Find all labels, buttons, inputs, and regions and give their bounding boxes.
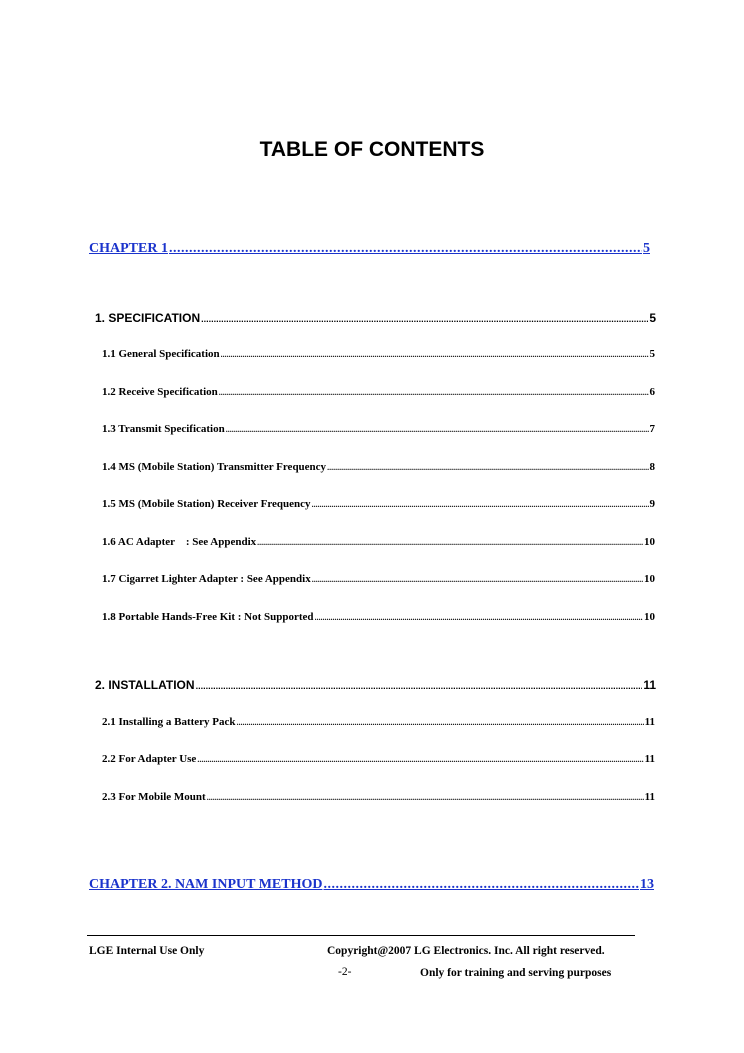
toc-item-1-4[interactable]	[102, 461, 655, 473]
toc-label: 1.4 MS (Mobile Station) Transmitter Frequency	[102, 461, 327, 473]
toc-item-1-6[interactable]	[102, 536, 655, 548]
toc-leader-dots	[323, 877, 639, 893]
toc-section-installation[interactable]	[95, 678, 656, 692]
toc-leader-dots	[197, 755, 643, 764]
toc-chapter-1-link[interactable]	[89, 241, 650, 257]
toc-page-number: 10	[644, 573, 655, 585]
toc-label: 1.6 AC Adapter : See Appendix	[102, 536, 257, 548]
toc-label: CHAPTER 1	[89, 241, 168, 256]
toc-leader-dots	[312, 575, 643, 584]
toc-label: 1.5 MS (Mobile Station) Receiver Frequency	[102, 498, 311, 510]
toc-page-number: 10	[644, 536, 655, 548]
toc-item-2-2[interactable]	[102, 753, 655, 765]
toc-label: 1.1 General Specification	[102, 348, 220, 360]
toc-leader-dots	[207, 793, 644, 802]
footer-copyright: Copyright@2007 LG Electronics. Inc. All right reserved.	[327, 945, 605, 957]
toc-page-number: 11	[643, 678, 656, 692]
toc-leader-dots	[219, 388, 649, 397]
toc-leader-dots	[327, 463, 648, 472]
toc-chapter-2-link[interactable]	[89, 877, 654, 893]
footer-internal-use: LGE Internal Use Only	[89, 945, 205, 957]
footer-purpose: Only for training and serving purposes	[420, 967, 612, 979]
toc-leader-dots	[196, 681, 643, 691]
toc-label: 1.8 Portable Hands-Free Kit : Not Supported	[102, 611, 314, 623]
toc-label: 1.3 Transmit Specification	[102, 423, 225, 435]
toc-label: 2. INSTALLATION	[95, 678, 195, 692]
toc-item-1-2[interactable]	[102, 386, 655, 398]
toc-item-1-7[interactable]	[102, 573, 655, 585]
toc-item-2-3[interactable]	[102, 791, 655, 803]
toc-page-number: 9	[649, 498, 655, 510]
toc-page-number: 11	[644, 791, 655, 803]
toc-label: 2.3 For Mobile Mount	[102, 791, 206, 803]
toc-leader-dots	[237, 718, 644, 727]
toc-leader-dots	[221, 350, 649, 359]
toc-label: 1.7 Cigarret Lighter Adapter : See Appendix	[102, 573, 311, 585]
toc-leader-dots	[226, 425, 649, 434]
toc-label: 1.2 Receive Specification	[102, 386, 218, 398]
toc-leader-dots	[257, 538, 643, 547]
toc-section-specification[interactable]	[95, 311, 656, 325]
toc-page-number: 13	[640, 877, 654, 892]
toc-page-number: 7	[649, 423, 655, 435]
toc-leader-dots	[201, 314, 648, 324]
footer-page-number: -2-	[338, 966, 352, 978]
toc-item-2-1[interactable]	[102, 716, 655, 728]
footer-divider	[87, 935, 635, 936]
toc-page-number: 6	[649, 386, 655, 398]
toc-label: CHAPTER 2. NAM INPUT METHOD	[89, 877, 323, 892]
toc-label: 1. SPECIFICATION	[95, 311, 201, 325]
toc-page-number: 11	[644, 716, 655, 728]
toc-item-1-8[interactable]	[102, 611, 655, 623]
toc-item-1-3[interactable]	[102, 423, 655, 435]
toc-label: 2.2 For Adapter Use	[102, 753, 197, 765]
toc-page-number: 5	[649, 311, 656, 325]
toc-page-number: 5	[643, 241, 650, 256]
toc-page-number: 10	[644, 611, 655, 623]
toc-leader-dots	[169, 241, 642, 257]
toc-page-number: 8	[649, 461, 655, 473]
toc-leader-dots	[315, 613, 643, 622]
page-title: TABLE OF CONTENTS	[259, 138, 485, 161]
toc-item-1-1[interactable]	[102, 348, 655, 360]
toc-label: 2.1 Installing a Battery Pack	[102, 716, 236, 728]
toc-item-1-5[interactable]	[102, 498, 655, 510]
toc-page-number: 11	[644, 753, 655, 765]
toc-leader-dots	[312, 500, 649, 509]
toc-page-number: 5	[649, 348, 655, 360]
